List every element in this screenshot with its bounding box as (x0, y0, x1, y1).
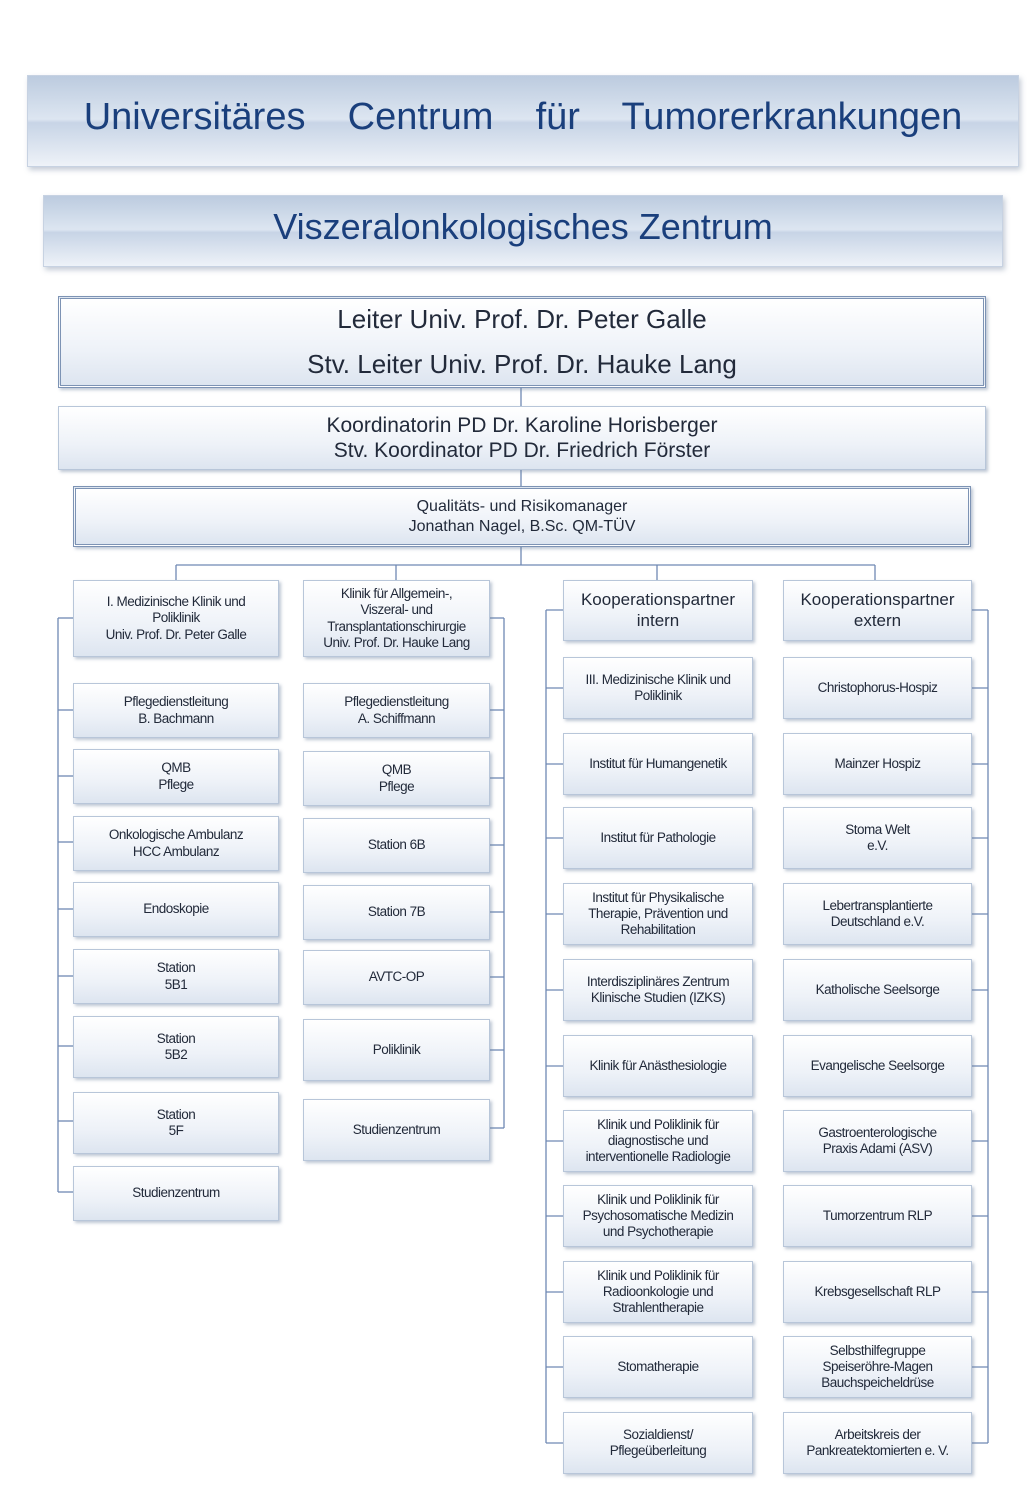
org-unit-box-line: Krebsgesellschaft RLP (814, 1283, 941, 1299)
quality-line1: Qualitäts- und Risikomanager (416, 498, 628, 516)
org-unit-box-line: diagnostische und (607, 1132, 709, 1148)
org-unit-box (73, 1092, 279, 1154)
org-unit-box (303, 683, 490, 738)
org-unit-box-line: Christophorus-Hospiz (817, 679, 938, 695)
org-unit-box-line: Stoma Welt (845, 821, 910, 837)
org-unit-box-line: Pflegedienstleitung (344, 694, 449, 710)
org-unit-box-line: Lebertransplantierte (822, 897, 933, 913)
org-unit-box-line: III. Medizinische Klinik und (585, 671, 731, 687)
org-unit-box-line: HCC Ambulanz (132, 843, 220, 859)
org-unit-box (303, 1019, 490, 1081)
column-head-3-line: intern (636, 610, 680, 630)
org-unit-box (783, 1185, 972, 1247)
org-unit-box-line: Stomatherapie (617, 1358, 699, 1374)
org-unit-box-line: Pflegedienstleitung (123, 694, 229, 710)
org-unit-box-line: B. Bachmann (138, 710, 214, 726)
org-unit-box-line: Endoskopie (143, 901, 209, 917)
org-unit-box (563, 1412, 753, 1474)
org-unit-box (783, 1110, 972, 1172)
org-unit-box-line: Therapie, Prävention und (588, 905, 728, 921)
org-unit-box-line: Pflege (158, 776, 194, 792)
org-unit-box-line: Station 7B (367, 904, 426, 920)
org-unit-box (563, 959, 753, 1021)
org-unit-box-line: Evangelische Seelsorge (810, 1057, 945, 1073)
org-unit-box-line: Klinik für Anästhesiologie (589, 1057, 727, 1073)
org-unit-box (783, 959, 972, 1021)
org-unit-box-line: Pankreatektomierten e. V. (806, 1443, 949, 1458)
subtitle-banner (43, 195, 1003, 267)
org-unit-box (563, 1035, 753, 1097)
org-unit-box (73, 749, 279, 804)
quality-manager-box (73, 486, 971, 547)
org-unit-box-line: Poliklinik (634, 688, 682, 703)
org-unit-box (303, 818, 490, 873)
org-unit-box (563, 883, 753, 945)
org-unit-box-line: Sozialdienst/ (622, 1426, 694, 1442)
org-unit-box (563, 807, 753, 869)
column-head-1-line: Poliklinik (152, 610, 200, 626)
org-unit-box-line: Arbeitskreis der (834, 1426, 921, 1442)
org-unit-box (73, 816, 279, 871)
org-unit-box-line: A. Schiffmann (357, 710, 436, 726)
org-unit-box-line: Pflegeüberleitung (609, 1443, 707, 1458)
org-unit-box-line: Speiseröhre-Magen (822, 1358, 933, 1374)
column-head-2-line: Klinik für Allgemein-, (340, 586, 453, 602)
column-head-2-line: Viszeral- und (360, 602, 433, 618)
org-unit-box (303, 751, 490, 806)
org-unit-box-line: Radioonkologie und (602, 1283, 714, 1299)
org-unit-box (563, 733, 753, 795)
org-unit-box-line: Tumorzentrum RLP (822, 1207, 933, 1223)
coordinator-line1: Koordinatorin PD Dr. Karoline Horisberger (326, 413, 718, 437)
column-head-4 (783, 580, 972, 641)
org-unit-box (303, 885, 490, 940)
column-head-1-line: Univ. Prof. Dr. Peter Galle (105, 626, 247, 642)
quality-line2: Jonathan Nagel, B.Sc. QM-TÜV (408, 517, 636, 535)
leader-line2: Stv. Leiter Univ. Prof. Dr. Hauke Lang (307, 349, 737, 379)
org-unit-box-line: Station (156, 960, 196, 976)
org-unit-box (563, 1110, 753, 1172)
org-unit-box-line: Station (156, 1030, 196, 1046)
org-unit-box-line: 5B1 (164, 976, 188, 992)
org-unit-box-line: Katholische Seelsorge (815, 981, 940, 997)
column-head-3-line: Kooperationspartner (580, 590, 736, 610)
org-unit-box-line: Station 6B (367, 837, 426, 853)
org-unit-box-line: QMB (161, 760, 191, 776)
org-unit-box-line: Institut für Physikalische (592, 889, 724, 905)
leader-box (58, 296, 986, 388)
org-unit-box-line: Studienzentrum (352, 1121, 441, 1137)
org-unit-box-line: interventionelle Radiologie (585, 1149, 731, 1165)
org-unit-box-line: Poliklinik (372, 1041, 421, 1057)
org-unit-box (563, 1185, 753, 1247)
org-unit-box (563, 1261, 753, 1323)
org-unit-box-line: QMB (381, 762, 412, 778)
org-unit-box (563, 657, 753, 719)
org-unit-box-line: Institut für Pathologie (600, 829, 716, 845)
org-unit-box (783, 733, 972, 795)
column-head-3 (563, 580, 753, 641)
org-unit-box (303, 1099, 490, 1161)
org-unit-box (783, 807, 972, 869)
title-banner (27, 75, 1019, 167)
org-unit-box (783, 1336, 972, 1398)
org-unit-box (563, 1336, 753, 1398)
org-unit-box-line: 5F (168, 1123, 184, 1138)
org-unit-box (73, 882, 279, 937)
coordinator-box (58, 406, 986, 470)
org-unit-box-line: Interdisziplinäres Zentrum (586, 973, 730, 989)
column-head-1 (73, 580, 279, 657)
org-unit-box (73, 1016, 279, 1078)
org-unit-box-line: Selbsthilfegruppe (829, 1342, 926, 1358)
org-unit-box-line: Psychosomatische Medizin (582, 1207, 734, 1223)
org-unit-box-line: Klinische Studien (IZKS) (590, 990, 726, 1005)
column-head-2-line: Univ. Prof. Dr. Hauke Lang (323, 634, 470, 650)
page-title: Universitäres Centrum für Tumorerkrankungen (83, 95, 963, 138)
org-unit-box (783, 1412, 972, 1474)
column-head-2-line: Transplantationschirurgie (327, 618, 466, 634)
org-unit-box (73, 683, 279, 738)
column-head-4-line: extern (853, 610, 902, 630)
page-subtitle: Viszeralonkologisches Zentrum (273, 206, 773, 247)
org-unit-box (783, 1261, 972, 1323)
org-unit-box (303, 950, 490, 1005)
org-unit-box-line: Klinik und Poliklinik für (597, 1267, 719, 1283)
org-unit-box (783, 657, 972, 719)
org-unit-box (783, 1035, 972, 1097)
org-unit-box-line: Praxis Adami (ASV) (822, 1141, 933, 1156)
leader-line1: Leiter Univ. Prof. Dr. Peter Galle (337, 303, 707, 334)
org-unit-box (73, 1166, 279, 1221)
column-head-2 (303, 580, 490, 657)
org-unit-box-line: Klinik und Poliklinik für (597, 1116, 719, 1132)
org-unit-box-line: Station (156, 1106, 196, 1122)
coordinator-line2: Stv. Koordinator PD Dr. Friedrich Förster (333, 439, 711, 462)
org-unit-box-line: Studienzentrum (132, 1185, 220, 1201)
org-unit-box-line: Mainzer Hospiz (834, 755, 921, 771)
org-unit-box-line: Deutschland e.V. (830, 914, 925, 929)
org-unit-box-line: Rehabilitation (620, 922, 696, 938)
column-head-4-line: Kooperationspartner (800, 590, 955, 610)
org-unit-box-line: e.V. (867, 838, 888, 853)
org-unit-box-line: und Psychotherapie (602, 1224, 714, 1240)
org-unit-box-line: Klinik und Poliklinik für (597, 1191, 719, 1207)
org-unit-box (73, 949, 279, 1004)
column-head-1-line: I. Medizinische Klinik und (106, 594, 246, 610)
org-unit-box-line: Institut für Humangenetik (589, 755, 727, 771)
org-unit-box-line: AVTC-OP (368, 969, 425, 985)
org-unit-box-line: Pflege (378, 778, 415, 794)
org-unit-box-line: Gastroenterologische (818, 1124, 937, 1140)
org-unit-box-line: Onkologische Ambulanz (108, 827, 244, 843)
org-unit-box-line: Strahlentherapie (612, 1300, 704, 1316)
org-unit-box-line: 5B2 (164, 1047, 188, 1062)
org-unit-box-line: Bauchspeicheldrüse (821, 1375, 934, 1391)
org-unit-box (783, 883, 972, 945)
